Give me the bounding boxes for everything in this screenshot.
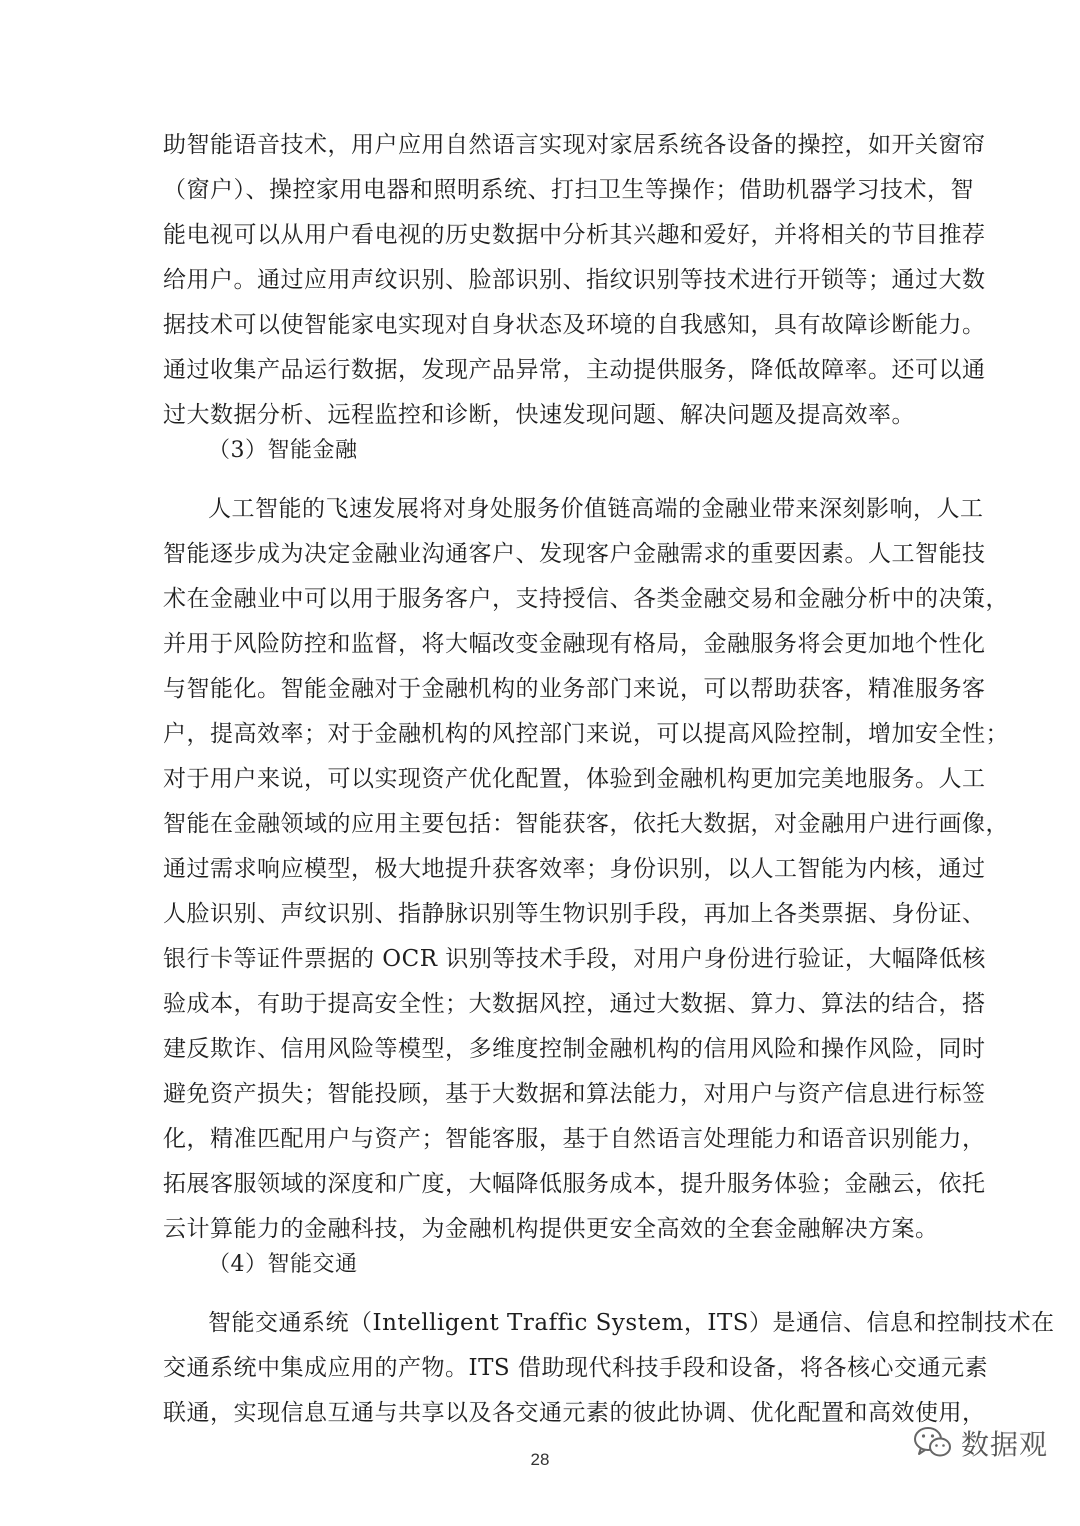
paragraph-2-line: 并用于风险防控和监督，将大幅改变金融现有格局，金融服务将会更加地个性化	[163, 631, 986, 657]
paragraph-2-line: 化，精准匹配用户与资产；智能客服，基于自然语言处理能力和语音识别能力，	[163, 1126, 986, 1152]
paragraph-1-line: 给用户。通过应用声纹识别、脸部识别、指纹识别等技术进行开锁等；通过大数	[163, 267, 986, 293]
paragraph-1-line: 能电视可以从用户看电视的历史数据中分析其兴趣和爱好，并将相关的节目推荐	[163, 222, 986, 248]
paragraph-1-line: （窗户）、操控家用电器和照明系统、打扫卫生等操作；借助机器学习技术，智	[163, 177, 974, 203]
paragraph-2-line: 验成本，有助于提高安全性；大数据风控，通过大数据、算力、算法的结合，搭	[163, 991, 986, 1017]
paragraph-2-line: 建反欺诈、信用风险等模型，多维度控制金融机构的信用风险和操作风险，同时	[163, 1036, 986, 1062]
paragraph-2-line: 对于用户来说，可以实现资产优化配置，体验到金融机构更加完美地服务。人工	[163, 766, 986, 792]
paragraph-1-line: 据技术可以使智能家电实现对自身状态及环境的自我感知，具有故障诊断能力。	[163, 312, 986, 338]
paragraph-1-line: 通过收集产品运行数据，发现产品异常，主动提供服务，降低故障率。还可以通	[163, 357, 986, 383]
paragraph-2-line: 人脸识别、声纹识别、指静脉识别等生物识别手段，再加上各类票据、身份证、	[163, 901, 986, 927]
paragraph-2-line: 银行卡等证件票据的 OCR 识别等技术手段，对用户身份进行验证，大幅降低核	[163, 946, 986, 972]
paragraph-3-line: 智能交通系统（Intelligent Traffic System，ITS）是通信、信息和控制技术在	[208, 1310, 1055, 1336]
wechat-icon	[913, 1425, 953, 1461]
section-heading-smart-transport: （4）智能交通	[208, 1252, 358, 1277]
paragraph-2-line: 通过需求响应模型，极大地提升获客效率；身份识别，以人工智能为内核，通过	[163, 856, 986, 882]
paragraph-3-line: 交通系统中集成应用的产物。ITS 借助现代科技手段和设备，将各核心交通元素	[163, 1355, 988, 1381]
paragraph-2-line: 与智能化。智能金融对于金融机构的业务部门来说，可以帮助获客，精准服务客	[163, 676, 986, 702]
paragraph-1-line: 过大数据分析、远程监控和诊断，快速发现问题、解决问题及提高效率。	[163, 402, 915, 428]
paragraph-2-line: 云计算能力的金融科技，为金融机构提供更安全高效的全套金融解决方案。	[163, 1216, 939, 1242]
paragraph-2-line: 智能在金融领域的应用主要包括：智能获客，依托大数据，对金融用户进行画像，	[163, 811, 1009, 837]
paragraph-2-line: 术在金融业中可以用于服务客户，支持授信、各类金融交易和金融分析中的决策，	[163, 586, 1009, 612]
page-number: 28	[530, 1450, 550, 1469]
paragraph-2-line: 拓展客服领域的深度和广度，大幅降低服务成本，提升服务体验；金融云，依托	[163, 1171, 986, 1197]
paragraph-2-line: 避免资产损失；智能投顾，基于大数据和算法能力，对用户与资产信息进行标签	[163, 1081, 986, 1107]
watermark-text: 数据观	[960, 1428, 1048, 1461]
paragraph-1-line: 助智能语音技术，用户应用自然语言实现对家居系统各设备的操控，如开关窗帘	[163, 132, 986, 158]
paragraph-2-line: 户，提高效率；对于金融机构的风控部门来说，可以提高风险控制，增加安全性；	[163, 721, 1009, 747]
paragraph-3-line: 联通，实现信息互通与共享以及各交通元素的彼此协调、优化配置和高效使用，	[163, 1400, 986, 1426]
section-heading-smart-finance: （3）智能金融	[208, 438, 358, 463]
paragraph-2-line: 智能逐步成为决定金融业沟通客户、发现客户金融需求的重要因素。人工智能技	[163, 541, 986, 567]
watermark	[913, 1418, 1048, 1468]
paragraph-2-line: 人工智能的飞速发展将对身处服务价值链高端的金融业带来深刻影响，人工	[208, 496, 984, 522]
